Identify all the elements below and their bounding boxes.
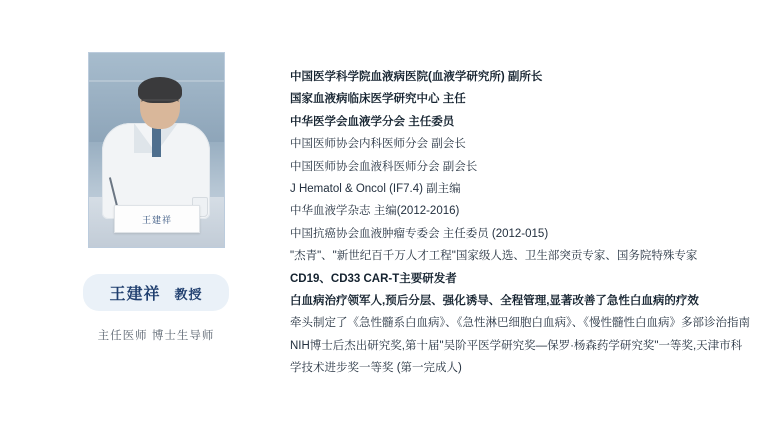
- biography-line: 中国抗癌协会血液肿瘤专委会 主任委员 (2012-015): [290, 227, 549, 240]
- biography-line: 国家血液病临床医学研究中心 主任: [290, 93, 466, 106]
- desk-nameplate: [114, 205, 200, 233]
- glasses-icon: [141, 99, 179, 110]
- biography-line: 中国医师协会血液科医师分会 副会长: [290, 160, 478, 173]
- biography-line: CD19、CD33 CAR-T主要研发者: [290, 272, 457, 285]
- biography-line: 白血病治疗领军人,预后分层、强化诱导、全程管理,显著改善了急性白血病的疗效: [290, 295, 699, 308]
- biography-line: 中华医学会血液学分会 主任委员: [290, 115, 455, 128]
- biography-line: 中华血液学杂志 主编(2012-2016): [290, 205, 460, 218]
- biography-line: 中国医学科学院血液病医院(血液学研究所) 副所长: [290, 71, 543, 83]
- biography-list: [290, 66, 750, 380]
- biography-line: 中国医师协会内科医师分会 副会长: [290, 138, 466, 151]
- biography-line: J Hematol & Oncol (IF7.4) 副主编: [290, 183, 461, 196]
- desk-nameplate-label: 王建祥: [141, 214, 172, 225]
- person-name: 王建祥: [109, 286, 161, 303]
- person-subtitle: 主任医师 博士生导师: [97, 330, 215, 342]
- name-badge: [83, 274, 228, 311]
- profile-block: [58, 52, 254, 343]
- biography-line: NIH博士后杰出研究奖,第十届"吴阶平医学研究奖—保罗·杨森药学研究奖"一等奖,天津市科学技术进步奖一等奖 (第一完成人): [290, 339, 743, 375]
- biography-line: 牵头制定了《急性髓系白血病》、《急性淋巴细胞白血病》、《慢性髓性白血病》多部诊治指南: [290, 317, 750, 330]
- person-title: 教授: [174, 287, 203, 302]
- biography-line: "杰青"、"新世纪百千万人才工程"国家级人选、卫生部突贡专家、国务院特殊专家: [290, 250, 698, 263]
- photo-tie: [152, 127, 161, 157]
- portrait-photo: [88, 52, 225, 248]
